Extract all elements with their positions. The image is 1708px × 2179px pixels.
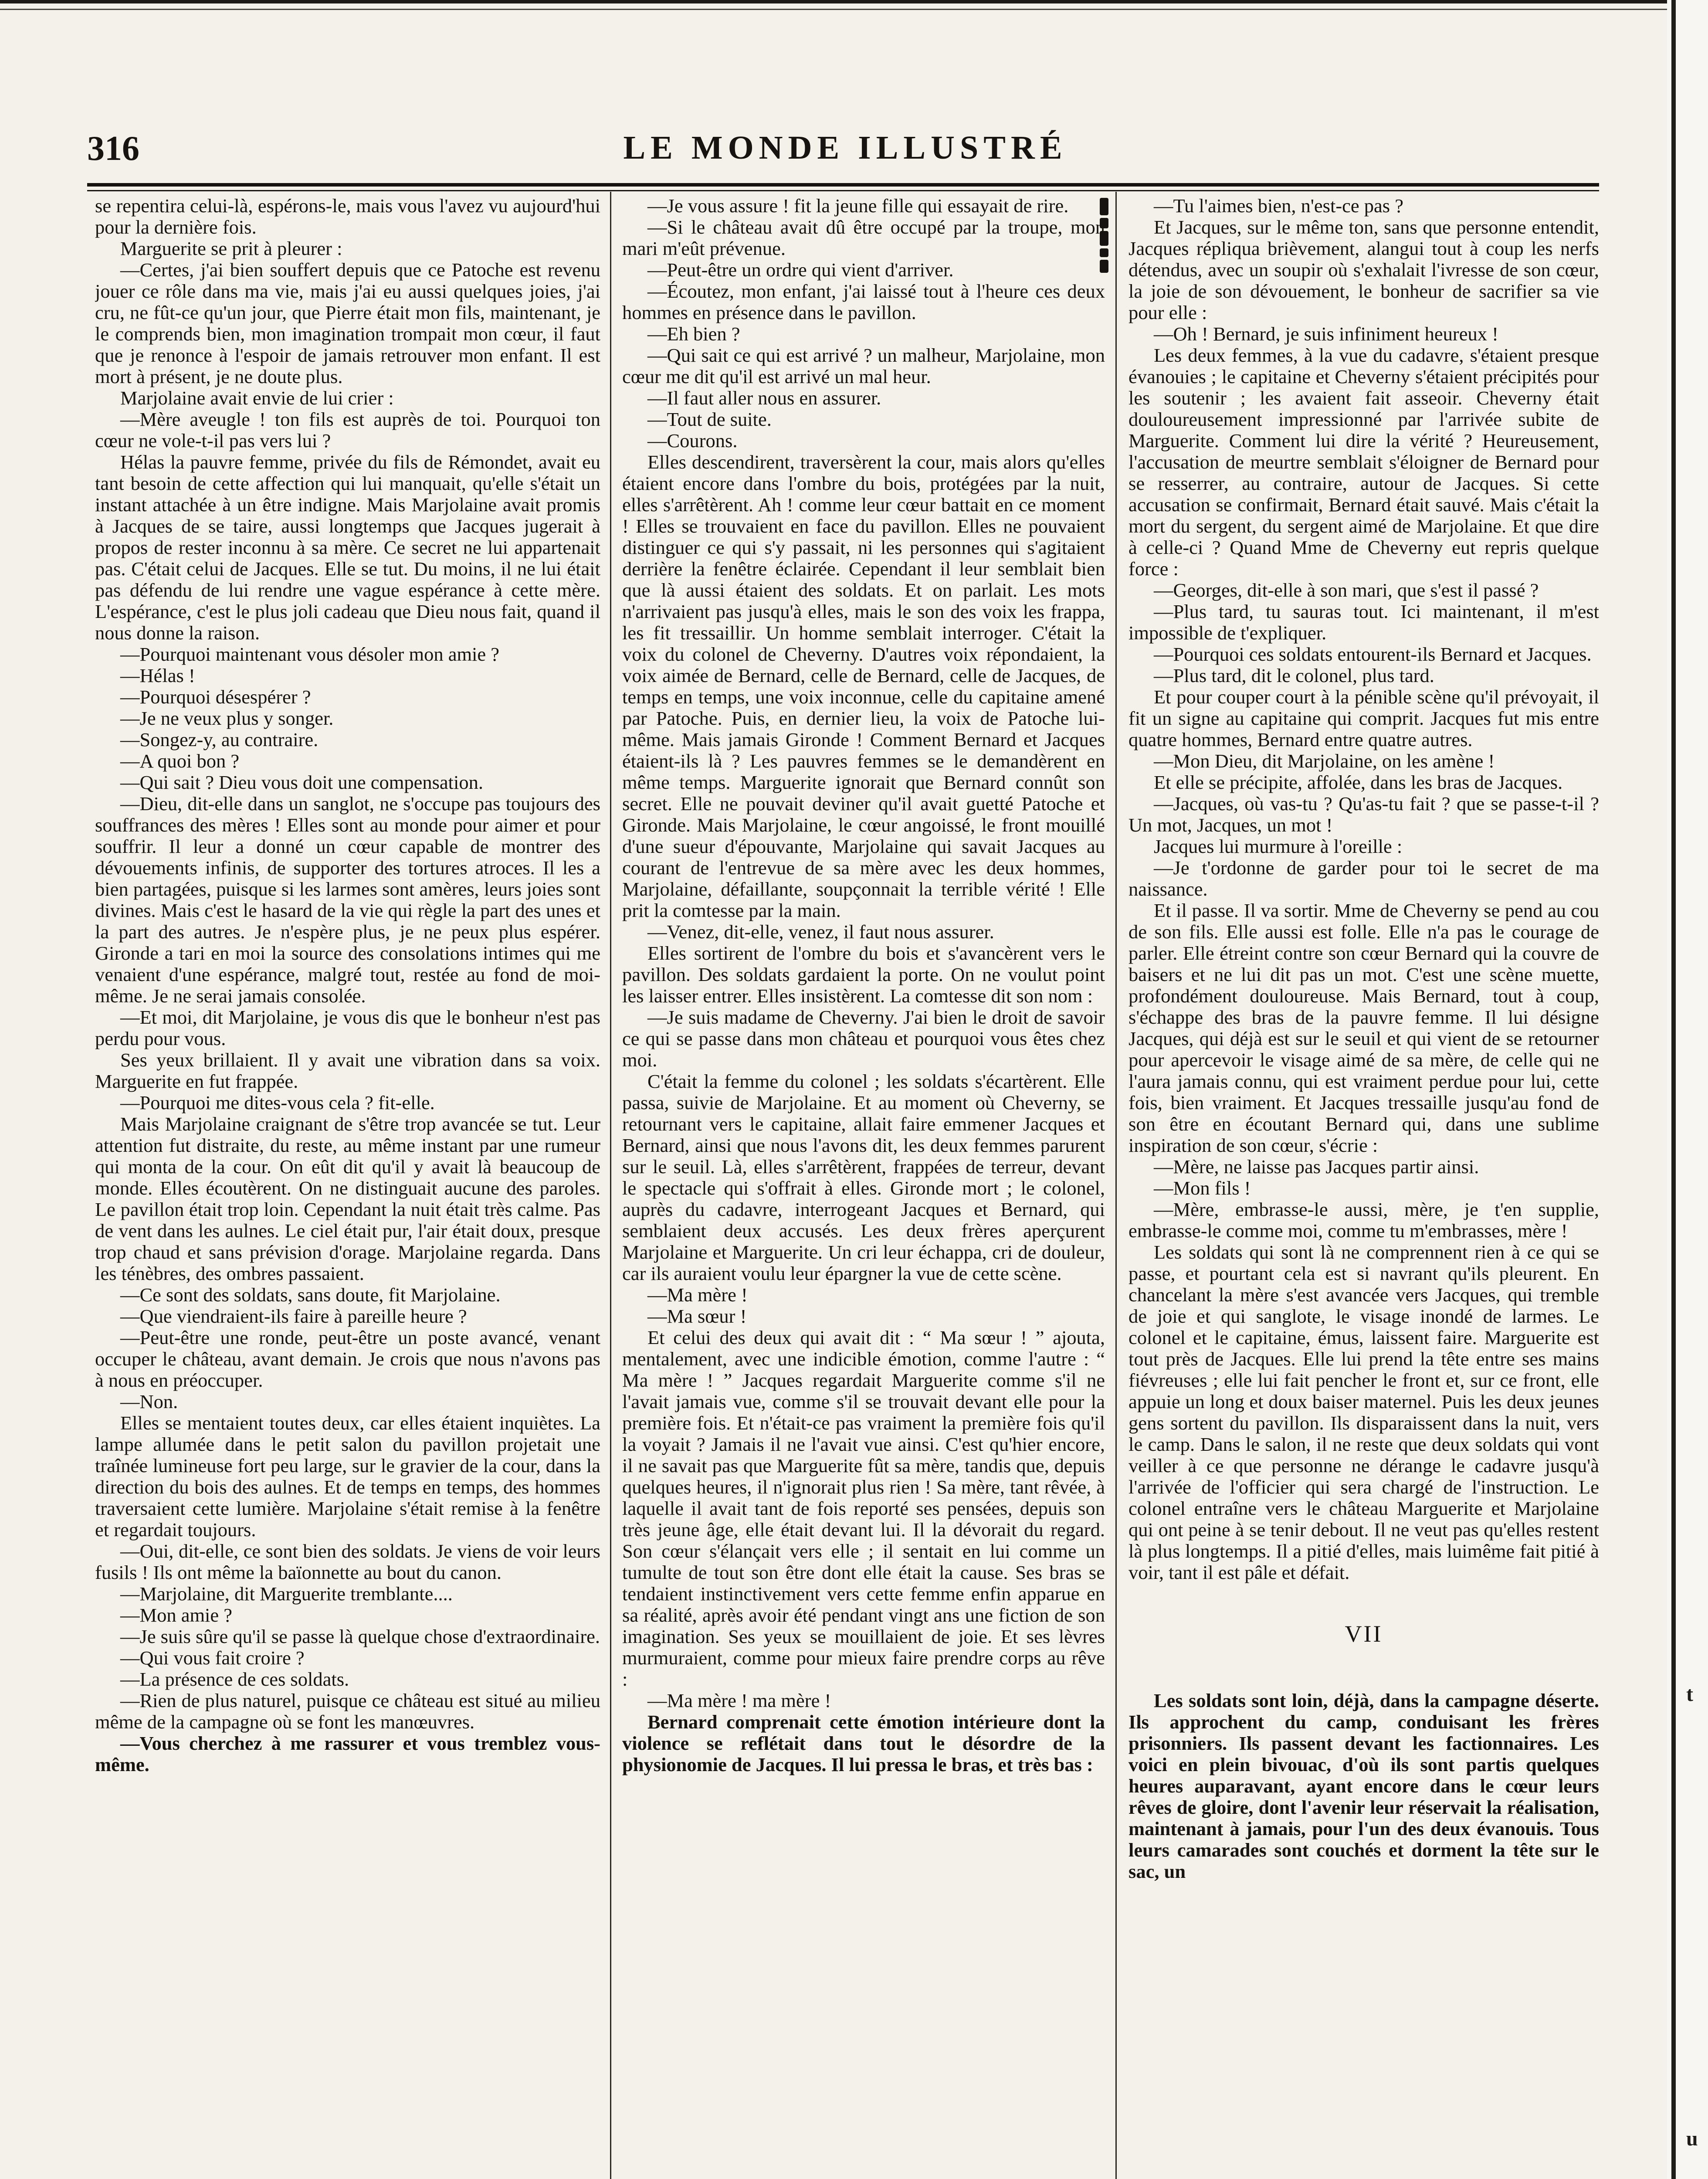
paragraph: —Pourquoi maintenant vous désoler mon amie ? bbox=[120, 643, 500, 665]
paragraph: Jacques lui murmure à l'oreille : bbox=[1154, 835, 1403, 857]
paragraph: —Venez, dit-elle, venez, il faut nous assurer. bbox=[647, 921, 994, 943]
paragraph: —Si le château avait dû être occupé par la troupe, mon mari m'eût prévenue. bbox=[622, 216, 1105, 259]
paragraph: Et celui des deux qui avait dit : “ Ma sœur ! ” ajouta, mentalement, avec une indicible émotion, comme l'autre : “ Ma mère ! ” Jacques regardait Marguerite comme s'il ne l'avait jamais vue, comme s'il se trouvait devant elle pour la première fois. Et n'était-ce pas vraiment la première fois qu'il la voyait ? Jamais il ne l'avait vue ainsi. C'est qu'hier encore, il ne savait pas que Marguerite fût sa mère, tandis que, depuis quelques heures, il n'ignorait plus rien ! Sa mère, tant rêvée, à laquelle il avait tant de fois reporté ses pensées, depuis son très jeune âge, elle était devant lui. Il la dévorait du regard. Son cœur s'élançait vers elle ; il sentait en lui comme un tumulte de tout son être dont elle était la cause. Ses bras se tendaient instinctivement vers cette femme enfin apparue en sa réalité, après avoir été pendant vingt ans une fiction de son imagination. Ses yeux se mouillaient de joie. Et ses lèvres murmuraient, comme pour mieux faire prendre corps au rêve : bbox=[622, 1327, 1105, 1690]
text-column-2 bbox=[622, 195, 1105, 2179]
paragraph: —Tu l'aimes bien, n'est-ce pas ? bbox=[1154, 195, 1404, 217]
paragraph: —Oh ! Bernard, je suis infiniment heureux ! bbox=[1154, 323, 1498, 345]
paragraph: Marguerite se prit à pleurer : bbox=[120, 238, 342, 259]
paragraph: —Tout de suite. bbox=[647, 408, 772, 430]
paragraph: se repentira celui-là, espérons-le, mais vous l'avez vu aujourd'hui pour la dernière fois. bbox=[95, 195, 600, 238]
paragraph: —Mère aveugle ! ton fils est auprès de toi. Pourquoi ton cœur ne vole-t-il pas vers lui ? bbox=[95, 408, 600, 451]
paragraph: —Qui vous fait croire ? bbox=[120, 1647, 305, 1669]
paragraph: —Qui sait ce qui est arrivé ? un malheur, Marjolaine, mon cœur me dit qu'il est arrivé un mal heur. bbox=[622, 344, 1105, 387]
paragraph: —Ma sœur ! bbox=[647, 1305, 747, 1327]
paragraph: —Ma mère ! ma mère ! bbox=[647, 1690, 831, 1711]
page-gutter-line bbox=[1671, 0, 1676, 2179]
paragraph: —Peut-être un ordre qui vient d'arriver. bbox=[647, 259, 954, 281]
paragraph: Elles se mentaient toutes deux, car elles étaient inquiètes. La lampe allumée dans le petit salon du pavillon projetait une traînée lumineuse fort peu large, sur le gravier de la cour, dans la direction du bois des aulnes. Et de temps en temps, des hommes traversaient cette lumière. Marjolaine s'était remise à la fenêtre et regardait toujours. bbox=[95, 1412, 600, 1541]
paragraph: —Rien de plus naturel, puisque ce château est situé au milieu même de la campagne où se font les manœuvres. bbox=[95, 1690, 600, 1733]
paragraph: —Je ne veux plus y songer. bbox=[120, 707, 334, 729]
paragraph: —Pourquoi me dites-vous cela ? fit-elle. bbox=[120, 1092, 435, 1113]
top-border-rule-thin bbox=[0, 9, 1708, 10]
paragraph: Les soldats sont loin, déjà, dans la campagne déserte. Ils approchent du camp, conduisant les frères prisonniers. Ils passent devant les factionnaires. Les voici en plein bivouac, d'où ils sont partis quelques heures auparavant, ayant encore dans le cœur leurs rêves de gloire, dont l'avenir leur réservait la réalisation, maintenant à jamais, pour l'un des deux évanouis. Tous leurs camarades sont couchés et dorment la tête sur le sac, un bbox=[1128, 1690, 1599, 1882]
paragraph: C'était la femme du colonel ; les soldats s'écartèrent. Elle passa, suivie de Marjolaine. Et au moment où Cheverny, se retournant vers le capitaine, allait faire emmener Jacques et Bernard, ainsi que nous l'avons dit, les deux femmes parurent sur le seuil. Là, elles s'arrêtèrent, frappées de terreur, devant le spectacle qui s'offrait à elles. Gironde mort ; le colonel, auprès du cadavre, interrogeant Jacques et Bernard, qui semblaient deux accusés. Les deux frères aperçurent Marjolaine et Marguerite. Un cri leur échappa, cri de douleur, car ils auraient voulu leur épargner la vue de cette scène. bbox=[622, 1070, 1105, 1284]
paragraph: Et pour couper court à la pénible scène qu'il prévoyait, il fit un signe au capitaine qui comprit. Jacques fut mis entre quatre hommes, Bernard entre quatre autres. bbox=[1128, 686, 1599, 750]
paragraph: Elles descendirent, traversèrent la cour, mais alors qu'elles étaient encore dans l'ombre du bois, protégées par la nuit, elles s'arrêtèrent. Ah ! comme leur cœur battait en ce moment ! Elles se trouvaient en face du pavillon. Elles ne pouvaient distinguer ce qui s'y passait, ni les personnes qui s'agitaient derrière la fenêtre éclairée. Cependant il leur semblait bien que là aussi étaient des soldats. Et on parlait. Les mots n'arrivaient pas jusqu'à elles, mais le son des voix les frappa, les fit tressaillir. Un homme semblait interroger. C'était la voix du colonel de Cheverny. D'autres voix répondaient, la voix aimée de Bernard, celle de Bernard, celle de Jacques, de temps en temps, une voix inconnue, celle du capitaine amené par Patoche. Puis, en dernier lieu, la voix de Patoche lui-même. Mais jamais Gironde ! Comment Bernard et Jacques étaient-ils là ? Les pauvres femmes se le demandèrent en même temps. Marguerite ignorait que Bernard connût son secret. Elle ne pouvait deviner qu'il avait guetté Patoche et Gironde. Mais Marjolaine, le cœur angoissé, le front mouillé d'une sueur d'épouvante, Marjolaine qui savait Jacques au courant de l'entrevue de sa mère avec les deux hommes, Marjolaine, défaillante, soupçonnait la terrible vérité ! Elle prit la comtesse par la main. bbox=[622, 451, 1105, 921]
paragraph: —Écoutez, mon enfant, j'ai laissé tout à l'heure ces deux hommes en présence dans le pavillon. bbox=[622, 280, 1105, 323]
paragraph: —Certes, j'ai bien souffert depuis que ce Patoche est revenu jouer ce rôle dans ma vie, mais j'ai eu aussi quelques joies, j'ai cru, ne fût-ce qu'un jour, que Pierre était mon fils, maintenant, je le comprends bien, mon imagination trompait mon cœur, il faut que je renonce à l'espoir de jamais retrouver mon enfant. Il est mort à présent, je ne doute plus. bbox=[95, 259, 600, 387]
paragraph: —Je vous assure ! fit la jeune fille qui essayait de rire. bbox=[647, 195, 1069, 217]
paragraph: Les deux femmes, à la vue du cadavre, s'étaient presque évanouies ; le capitaine et Cheverny s'étaient précipités pour les soutenir ; les avaient fait asseoir. Cheverny était douloureusement impressionné par l'arrivée subite de Marguerite. Comment lui dire la vérité ? Heureusement, l'accusation de meurtre semblait s'éloigner de Bernard pour se resserrer, au contraire, autour de Jacques. Si cette accusation se confirmait, Bernard était sauvé. Mais c'était la mort du sergent, du sergent aimé de Marjolaine. Et que dire à celle-ci ? Quand Mme de Cheverny eut repris quelque force : bbox=[1128, 344, 1599, 580]
paragraph: —Georges, dit-elle à son mari, que s'est il passé ? bbox=[1154, 579, 1539, 601]
paragraph: —Que viendraient-ils faire à pareille heure ? bbox=[120, 1305, 467, 1327]
paragraph: —Jacques, où vas-tu ? Qu'as-tu fait ? que se passe-t-il ? Un mot, Jacques, un mot ! bbox=[1128, 793, 1599, 836]
paragraph: Mais Marjolaine craignant de s'être trop avancée se tut. Leur attention fut distraite, du reste, au même instant par une rumeur qui monta de la cour. On eût dit qu'il y avait là beaucoup de monde. Elles écoutèrent. On ne distinguait aucune des paroles. Le pavillon était trop loin. Cependant la nuit était très calme. Pas de vent dans les aulnes. Le ciel était pur, l'air était doux, presque trop chaud et sans prévision d'orage. Marjolaine regarda. Dans les ténèbres, des ombres passaient. bbox=[95, 1113, 600, 1284]
header-rule-thick bbox=[87, 183, 1599, 187]
paragraph: —Et moi, dit Marjolaine, je vous dis que le bonheur n'est pas perdu pour vous. bbox=[95, 1006, 600, 1049]
section-heading: VII bbox=[1345, 1621, 1383, 1647]
paragraph: —La présence de ces soldats. bbox=[120, 1668, 349, 1690]
paragraph: —Ce sont des soldats, sans doute, fit Marjolaine. bbox=[120, 1284, 501, 1306]
paragraph: Marjolaine avait envie de lui crier : bbox=[120, 387, 394, 409]
paragraph: Les soldats qui sont là ne comprennent rien à ce qui se passe, et pourtant cela est si navrant qu'ils pleurent. En chancelant la mère s'est avancée vers Jacques, qui tremble de joie et qui sanglote, le visage inondé de larmes. Le colonel et le capitaine, émus, laissent faire. Marguerite est tout près de Jacques. Elle lui prend la tête entre ses mains fiévreuses ; elle lui fait pencher le front et, sur ce front, elle appuie un long et doux baiser maternel. Puis les deux jeunes gens sortent du pavillon. Ils disparaissent dans la nuit, vers le camp. Dans le salon, il ne reste que deux soldats qui vont veiller à ce que personne ne dérange le cadavre jusqu'à l'arrivée de l'officier qui sera chargé de l'instruction. Le colonel entraîne vers le château Marguerite et Marjolaine qui ont peine à se tenir debout. Il ne veut pas qu'elles restent là plus longtemps. Il a pitié d'elles, mais luimême fait pitié à voir, tant il est pâle et défait. bbox=[1128, 1241, 1599, 1583]
page-number: 316 bbox=[87, 129, 139, 168]
paragraph: —Qui sait ? Dieu vous doit une compensation. bbox=[120, 771, 484, 793]
paragraph: Ses yeux brillaient. Il y avait une vibration dans sa voix. Marguerite en fut frappée. bbox=[95, 1049, 600, 1092]
paragraph: —Non. bbox=[120, 1391, 178, 1412]
paragraph: —Je suis sûre qu'il se passe là quelque chose d'extraordinaire. bbox=[120, 1626, 600, 1647]
edge-fragment: t bbox=[1686, 1683, 1693, 1706]
paragraph: —Vous cherchez à me rassurer et vous tremblez vous-même. bbox=[95, 1732, 600, 1775]
edge-fragment: u bbox=[1686, 2127, 1698, 2150]
paragraph: Hélas la pauvre femme, privée du fils de Rémondet, avait eu tant besoin de cette affection qui lui manquait, qu'elle s'était un instant attachée à un être indigne. Mais Marjolaine avait promis à Jacques de se taire, aussi longtemps que Jacques jugerait à propos de rester inconnu à sa mère. Ce secret ne lui appartenait pas. C'était celui de Jacques. Elle se tut. Du moins, il ne lui était pas défendu de lui rendre une vague espérance à cette mère. L'espérance, c'est le plus joli cadeau que Dieu nous fait, quand il nous donne la raison. bbox=[95, 451, 600, 644]
paragraph: —Plus tard, tu sauras tout. Ici maintenant, il m'est impossible de t'expliquer. bbox=[1128, 601, 1599, 644]
top-border-rule bbox=[0, 0, 1708, 3]
paragraph: —Mère, embrasse-le aussi, mère, je t'en supplie, embrasse-le comme moi, comme tu m'embrasses, mère ! bbox=[1128, 1198, 1599, 1242]
paragraph: —Peut-être une ronde, peut-être un poste avancé, venant occuper le château, avant demain. Je crois que nous n'avons pas à nous en préoccuper. bbox=[95, 1327, 600, 1391]
paragraph: —Marjolaine, dit Marguerite tremblante.... bbox=[120, 1583, 453, 1605]
paragraph: Et Jacques, sur le même ton, sans que personne entendit, Jacques répliqua brièvement, alangui tout à coup les nerfs détendus, avec un soupir où s'exhalait l'ivresse de son cœur, la joie de son dévouement, le bonheur de sacrifier sa vie pour elle : bbox=[1128, 216, 1599, 323]
column-divider-1 bbox=[610, 192, 611, 2179]
paragraph: —Dieu, dit-elle dans un sanglot, ne s'occupe pas toujours des souffrances des mères ! Elles sont au monde pour aimer et pour souffrir. Il leur a donné un cœur capable de montrer des dévouements infinis, de supporter des tortures atroces. Il les a bien partagées, puisque si les larmes sont amères, leurs joies sont divines. Mais c'est le hasard de la vie qui règle la part des unes et la part des autres. Je n'espère plus, je ne peux plus espérer. Gironde a tari en moi la source des consolations intimes qui me venaient d'une espérance, malgré tout, restée au fond de moi-même. Je ne serai jamais consolée. bbox=[95, 793, 600, 1007]
paragraph: —Courons. bbox=[647, 430, 738, 451]
paragraph: —Mon Dieu, dit Marjolaine, on les amène ! bbox=[1154, 750, 1495, 772]
paragraph: —Eh bien ? bbox=[647, 323, 740, 345]
paragraph: —Je suis madame de Cheverny. J'ai bien le droit de savoir ce qui se passe dans mon château et pourquoi vous êtes chez moi. bbox=[622, 1006, 1105, 1071]
paragraph: —Hélas ! bbox=[120, 665, 195, 686]
paragraph: —Songez-y, au contraire. bbox=[120, 729, 319, 750]
page-header bbox=[87, 129, 1603, 177]
paragraph: —Il faut aller nous en assurer. bbox=[647, 387, 881, 409]
paragraph: Et elle se précipite, affolée, dans les bras de Jacques. bbox=[1154, 771, 1563, 793]
paragraph: —A quoi bon ? bbox=[120, 750, 240, 772]
paragraph: —Mon fils ! bbox=[1154, 1177, 1251, 1199]
paragraph: —Ma mère ! bbox=[647, 1284, 748, 1306]
paragraph: Bernard comprenait cette émotion intérieure dont la violence se reflétait dans tout le désordre de la physionomie de Jacques. Il lui pressa le bras, et très bas : bbox=[622, 1711, 1105, 1775]
column-divider-2 bbox=[1115, 192, 1117, 2179]
paragraph: —Oui, dit-elle, ce sont bien des soldats. Je viens de voir leurs fusils ! Ils ont même la baïonnette au bout du canon. bbox=[95, 1540, 600, 1583]
paragraph: —Pourquoi ces soldats entourent-ils Bernard et Jacques. bbox=[1154, 643, 1592, 665]
paragraph: —Je t'ordonne de garder pour toi le secret de ma naissance. bbox=[1128, 857, 1599, 900]
paragraph: Elles sortirent de l'ombre du bois et s'avancèrent vers le pavillon. Des soldats gardaient la porte. On ne voulut point les laisser entrer. Elles insistèrent. La comtesse dit son nom : bbox=[622, 942, 1105, 1007]
text-column-3 bbox=[1128, 195, 1599, 2179]
paragraph: —Mon amie ? bbox=[120, 1604, 233, 1626]
paragraph: —Plus tard, dit le colonel, plus tard. bbox=[1154, 665, 1434, 686]
masthead-title: LE MONDE ILLUSTRÉ bbox=[623, 129, 1068, 166]
text-column-1 bbox=[95, 195, 600, 2179]
paragraph: Et il passe. Il va sortir. Mme de Cheverny se pend au cou de son fils. Elle aussi est folle. Elle n'a pas le courage de parler. Elle étreint contre son cœur Bernard qui la couvre de baisers et ne lui dit pas un mot. C'est une scène muette, profondément douloureuse. Mais Bernard, tout à coup, s'échappe des bras de la pauvre femme. Il lui désigne Jacques, qui déjà est sur le seuil et qui vient de se retourner pour apercevoir le visage aimé de sa mère, de celle qui ne l'aura jamais connu, qui est vraiment perdue pour lui, cette fois, bien vraiment. Et Jacques tressaille jusqu'au fond de son être en écoutant Bernard qui, dans une sublime inspiration de son cœur, s'écrie : bbox=[1128, 899, 1599, 1156]
paragraph: —Pourquoi désespérer ? bbox=[120, 686, 311, 708]
header-rule-thin bbox=[87, 190, 1599, 191]
paragraph: —Mère, ne laisse pas Jacques partir ainsi. bbox=[1154, 1156, 1479, 1178]
